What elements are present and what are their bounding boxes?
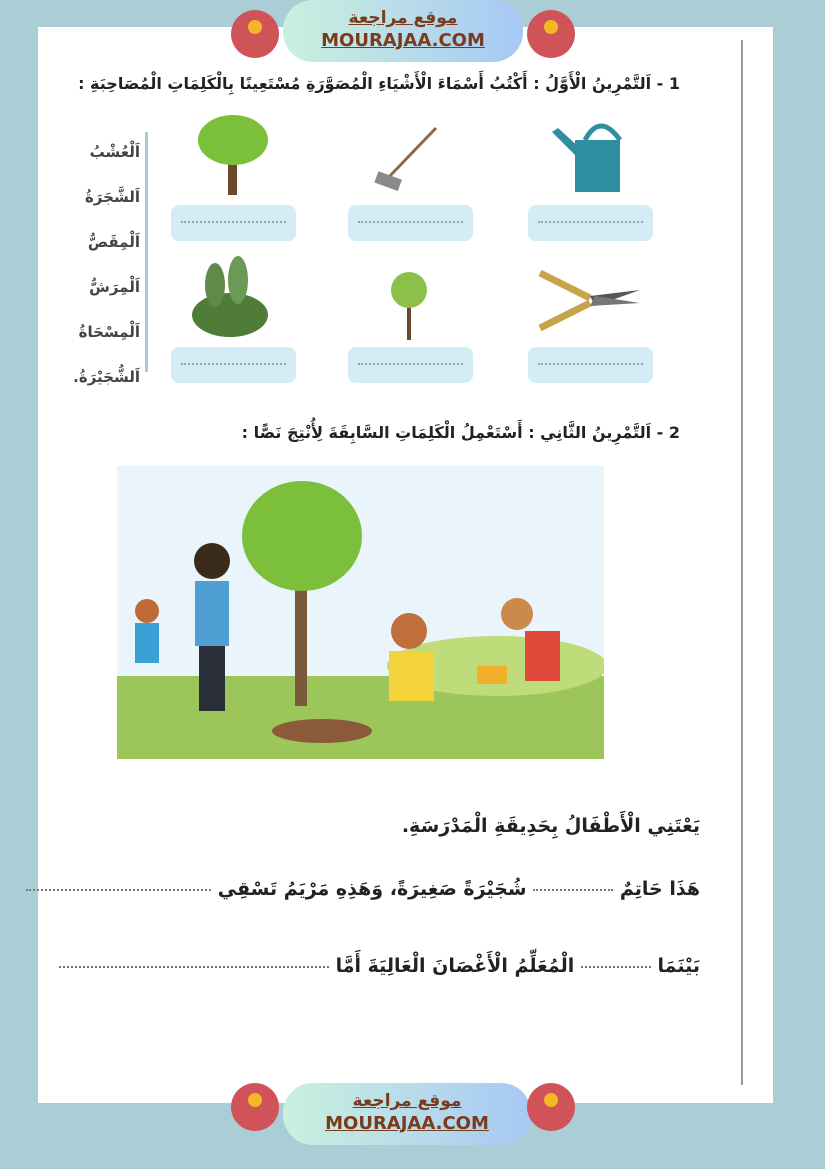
blank-field[interactable] — [26, 888, 211, 891]
site-logo-badge — [527, 10, 575, 58]
blank-field[interactable] — [533, 888, 613, 891]
text-line-1 — [402, 815, 700, 837]
banner-url[interactable]: MOURAJAA.COM — [325, 1113, 489, 1134]
text-line-2 — [26, 878, 700, 900]
site-logo-badge — [231, 1083, 279, 1131]
garden-scene-illustration — [117, 466, 604, 759]
banner-arabic: موقع مراجعة — [348, 8, 458, 28]
answer-box[interactable] — [528, 205, 653, 241]
banner-arabic: موقع مراجعة — [352, 1091, 462, 1111]
margin-rule — [741, 40, 743, 1085]
word: اَلشُّجَيْرَةُ. — [73, 368, 140, 386]
answer-box[interactable] — [348, 347, 473, 383]
word: اَلْعُشْبُ — [89, 143, 140, 161]
answer-box[interactable] — [348, 205, 473, 241]
site-logo-badge — [527, 1083, 575, 1131]
watering-can-image — [540, 110, 650, 195]
blank-field[interactable] — [59, 965, 329, 968]
answer-box[interactable] — [528, 347, 653, 383]
sentence: يَعْتَنِي الْأَطْفَالُ بِحَدِيقَةِ الْمَدْرَسَةِ. — [401, 815, 700, 837]
blank-field[interactable] — [581, 965, 651, 968]
tree-image — [178, 110, 288, 195]
sentence-part: شُجَيْرَةً صَغِيرَةً، وَهَذِهِ مَرْيَمُ تَسْقِي — [217, 878, 527, 900]
sentence-part: الْمُعَلِّمُ الْأَغْصَانَ الْعَالِيَةَ أَمَّا — [335, 955, 575, 977]
word: اَلشَّجَرَةُ — [84, 188, 140, 206]
word: اَلْمِسْحَاةُ — [78, 323, 140, 341]
sentence-part: هَذَا حَاتِمٌ — [619, 878, 700, 900]
exercise1-title: 1 - اَلتَّمْرِينُ الْأَوَّلُ : أَكْتُبُ أَسْمَاءَ الْأَشْيَاءِ الْمُصَوَّرَةِ مُسْتَعِينًا بِالْكَلِمَاتِ الْمُصَاحِبَةِ : — [78, 74, 680, 93]
word: اَلْمِقَصُّ — [87, 233, 140, 251]
sapling-image — [355, 260, 465, 345]
word-list — [70, 130, 140, 400]
rake-image — [348, 120, 458, 205]
site-logo-badge — [231, 10, 279, 58]
herb-bush-image — [180, 255, 290, 340]
exercise2-title: 2 - اَلتَّمْرِينُ الثَّانِي : أَسْتَعْمِلُ الْكَلِمَاتِ السَّابِقَةَ لِأُنْتِجَ نَصًّا : — [241, 423, 680, 442]
banner-url[interactable]: MOURAJAA.COM — [321, 30, 485, 51]
answer-box[interactable] — [171, 205, 296, 241]
sentence-part: بَيْنَمَا — [657, 955, 700, 977]
divider — [145, 132, 148, 372]
site-banner-bottom[interactable] — [283, 1083, 531, 1145]
word: اَلْمِرَشُّ — [89, 278, 140, 296]
answer-box[interactable] — [171, 347, 296, 383]
shears-image — [535, 258, 645, 343]
site-banner-top[interactable] — [283, 0, 523, 62]
text-line-3 — [59, 955, 700, 977]
